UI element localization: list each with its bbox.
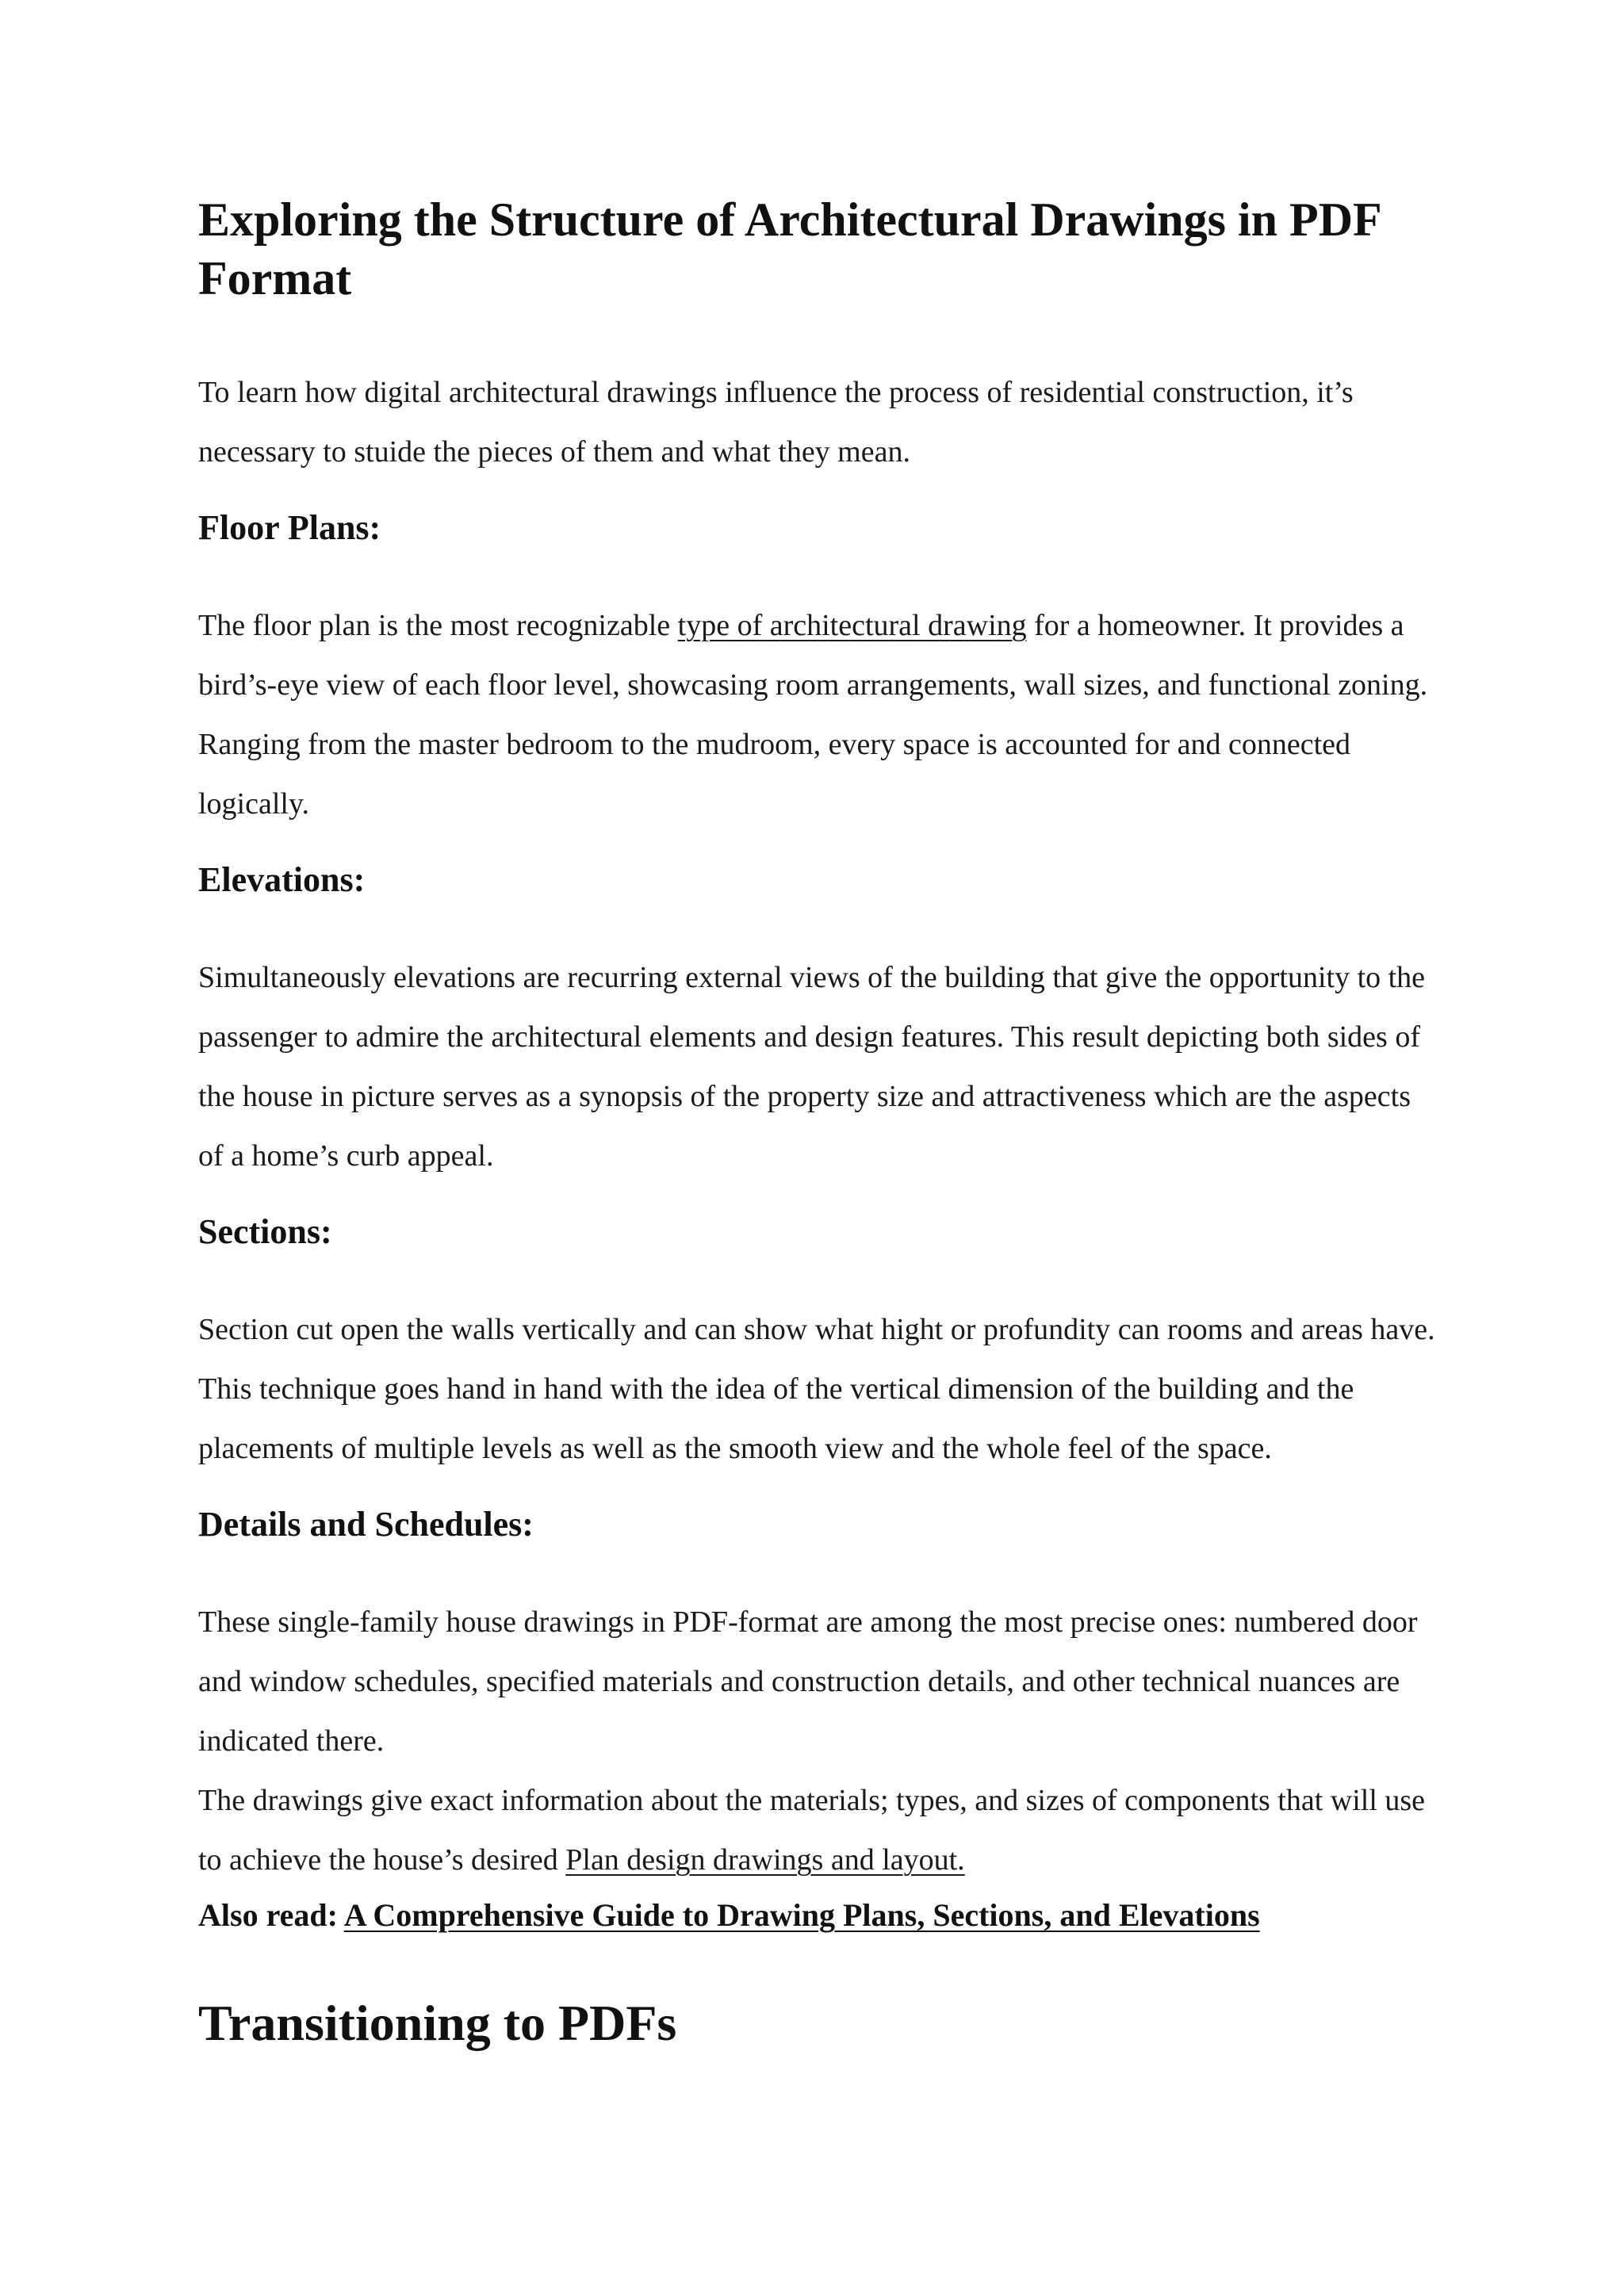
floor-plans-text-2: for a homeowner. It provides a bird’s-eye view of each floor level, showcasing room arrangements, wall sizes, and functional zoning. Ranging from the master bedroom to the mudroom, every space is accounted for and connected logically. bbox=[198, 609, 1428, 821]
details-paragraph-1: These single-family house drawings in PDF-format are among the most precise ones: numbered door and window schedules, specified materials and construction details, and other technical nuances are indicated there. bbox=[198, 1605, 1418, 1758]
document-content bbox=[198, 190, 1443, 2055]
plan-design-drawings-link[interactable]: Plan design drawings and layout. bbox=[565, 1843, 965, 1877]
details-text-2: The drawings give exact information about the materials; types, and sizes of components that will use to achieve the house’s desired bbox=[198, 1784, 1426, 1877]
also-read-label: Also read: bbox=[198, 1897, 344, 1933]
transitioning-heading: Transitioning to PDFs bbox=[198, 1995, 677, 2051]
architectural-drawing-type-link[interactable]: type of architectural drawing bbox=[677, 609, 1027, 642]
floor-plans-paragraph bbox=[198, 596, 1443, 834]
floor-plans-text-1: The floor plan is the most recognizable bbox=[198, 609, 678, 642]
also-read bbox=[198, 1890, 1443, 1941]
intro-paragraph: To learn how digital architectural drawings influence the process of residential construction, it’s necessary to stuide the pieces of them and what they mean. bbox=[198, 376, 1354, 469]
page-title: Exploring the Structure of Architectural Drawings in PDF Format bbox=[198, 193, 1381, 304]
sections-heading: Sections: bbox=[198, 1212, 332, 1251]
elevations-paragraph: Simultaneously elevations are recurring external views of the building that give the opportunity to the passenger to admire the architectural elements and design features. This result depicting both sides of the house in picture serves as a synopsis of the property size and attractiveness which are the aspects of a home’s curb appeal. bbox=[198, 961, 1426, 1173]
details-paragraph-2 bbox=[198, 1771, 1443, 1890]
elevations-heading: Elevations: bbox=[198, 860, 366, 899]
sections-paragraph: Section cut open the walls vertically and can show what hight or profundity can rooms and areas have. This technique goes hand in hand with the idea of the vertical dimension of the building and the placements of multiple levels as well as the smooth view and the whole feel of the space. bbox=[198, 1313, 1435, 1465]
comprehensive-guide-link[interactable]: A Comprehensive Guide to Drawing Plans, Sections, and Elevations bbox=[343, 1897, 1260, 1933]
details-heading: Details and Schedules: bbox=[198, 1505, 534, 1544]
floor-plans-heading: Floor Plans: bbox=[198, 508, 381, 547]
